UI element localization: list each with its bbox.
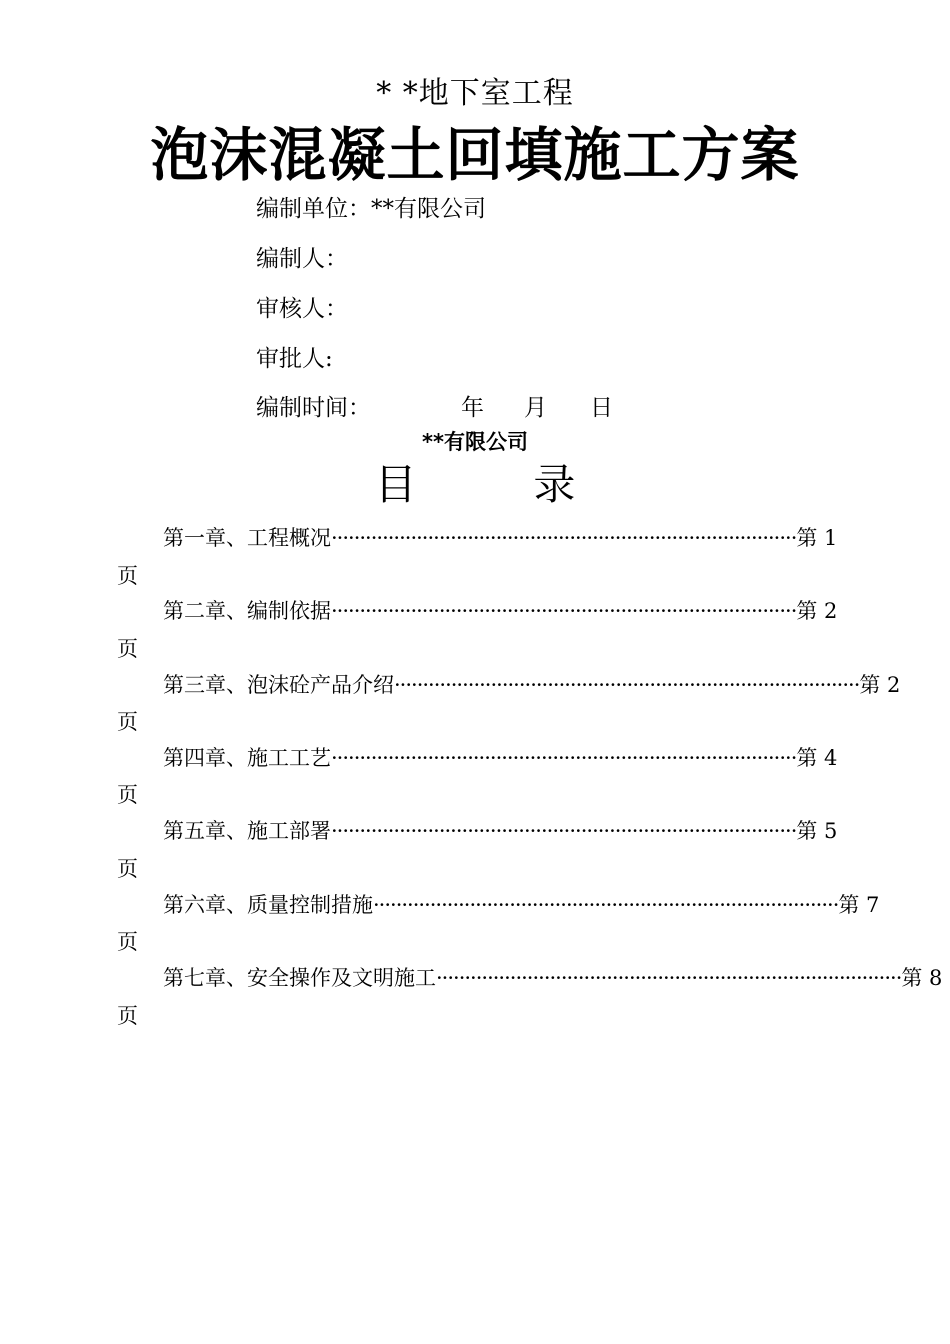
document-title: 泡沫混凝土回填施工方案: [150, 121, 800, 189]
toc-item-label: 第二章、编制依据: [163, 599, 331, 623]
toc-page-suffix: 页: [117, 1004, 138, 1028]
field-year: 年: [461, 395, 484, 421]
toc-item[interactable]: [163, 669, 901, 699]
toc-page-suffix: 页: [117, 637, 138, 661]
toc-leader: ··················································································: [331, 599, 797, 623]
toc-item[interactable]: [163, 522, 838, 552]
toc-item-label: 第六章、质量控制措施: [163, 893, 373, 917]
toc-item-page: 第 1: [796, 526, 838, 550]
toc-page-suffix: 页: [117, 783, 138, 807]
field-approver-label: 审批人:: [256, 346, 333, 372]
field-reviewer-label: 审核人：: [256, 296, 348, 322]
toc-page-suffix: 页: [117, 930, 138, 954]
field-author: [256, 240, 348, 273]
toc-item-page: 第 7: [838, 893, 880, 917]
toc-page-suffix: 页: [117, 857, 138, 881]
toc-leader: ··················································································: [331, 819, 797, 843]
toc-item-page: 第 5: [796, 819, 838, 843]
toc-item-page: 第 4: [796, 746, 838, 770]
toc-item[interactable]: [163, 889, 880, 919]
toc-leader: ··················································································: [436, 966, 902, 990]
toc-item-label: 第三章、泡沫砼产品介绍: [163, 673, 394, 697]
toc-item[interactable]: [163, 595, 838, 625]
field-unit-value: **有限公司: [371, 196, 486, 222]
toc-item-label: 第五章、施工部署: [163, 819, 331, 843]
toc-item-label: 第四章、施工工艺: [163, 746, 331, 770]
toc-leader: ··················································································: [373, 893, 839, 917]
toc-item-page: 第 2: [859, 673, 901, 697]
toc-page-suffix: 页: [117, 710, 138, 734]
company-name: **有限公司: [422, 430, 528, 454]
toc-item-label: 第七章、安全操作及文明施工: [163, 966, 436, 990]
toc-item-page: 第 2: [796, 599, 838, 623]
toc-item[interactable]: [163, 742, 838, 772]
document-subtitle: * *地下室工程: [376, 76, 574, 111]
field-time: [256, 389, 371, 422]
toc-leader: ··················································································: [331, 746, 797, 770]
field-reviewer: [256, 290, 348, 323]
toc-item[interactable]: [163, 962, 943, 992]
field-approver: [256, 340, 333, 373]
toc-item-label: 第一章、工程概况: [163, 526, 331, 550]
field-author-label: 编制人：: [256, 246, 348, 272]
toc-title-right: 录: [533, 460, 576, 509]
field-time-label: 编制时间：: [256, 395, 371, 421]
toc-leader: ··················································································: [394, 673, 860, 697]
field-unit: [256, 190, 486, 223]
toc-title-left: 目: [374, 460, 417, 509]
toc-page-suffix: 页: [117, 564, 138, 588]
field-day: 日: [590, 395, 613, 421]
field-month: 月: [524, 395, 547, 421]
field-unit-label: 编制单位：: [256, 196, 371, 222]
toc-item-page: 第 8: [901, 966, 943, 990]
toc-item[interactable]: [163, 815, 838, 845]
toc-title: [0, 452, 950, 512]
toc-leader: ··················································································: [331, 526, 797, 550]
